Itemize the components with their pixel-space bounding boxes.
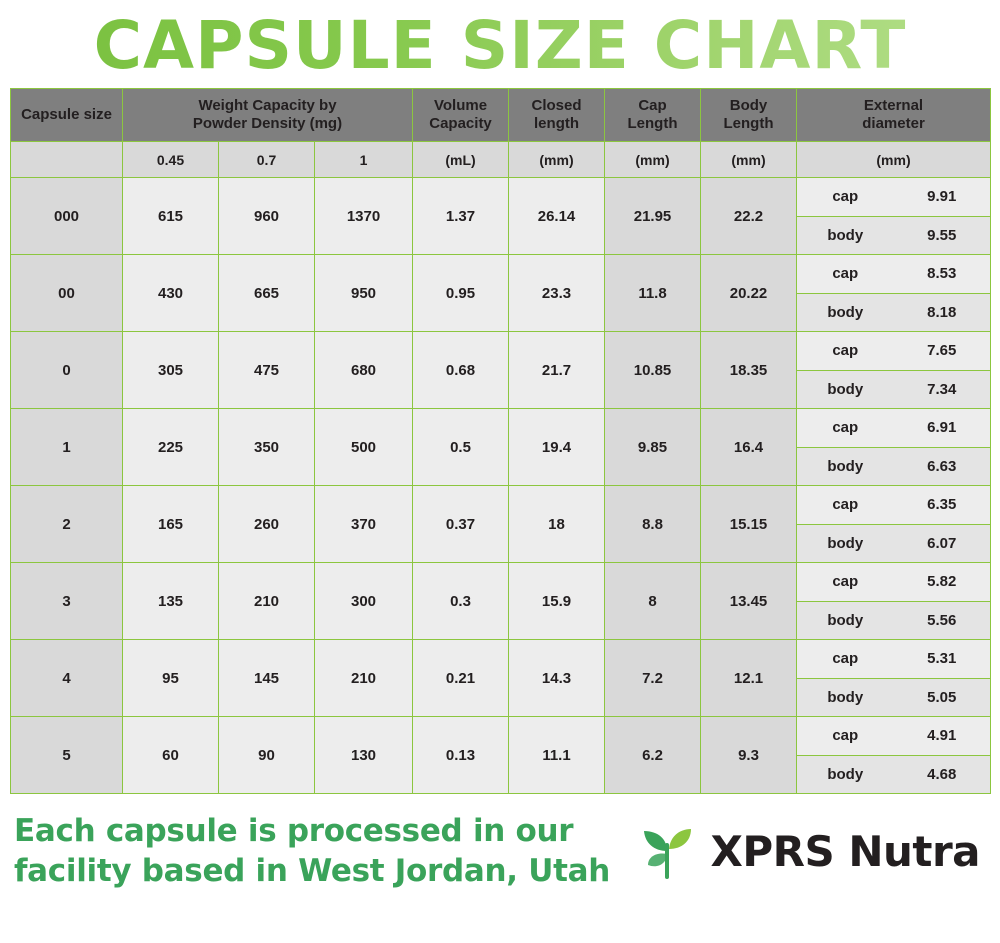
cell-capsule-size: 3	[11, 563, 123, 640]
cell-external-diameter	[797, 178, 991, 255]
ext-cap-row	[797, 178, 990, 216]
ext-cap-label: cap	[797, 409, 894, 447]
ext-body-row	[797, 293, 990, 331]
cell-body-length: 9.3	[701, 717, 797, 794]
subheader-cap-unit: (mm)	[605, 142, 701, 178]
table-header	[11, 89, 991, 142]
subheader-density-1: 1	[315, 142, 413, 178]
ext-cap-label: cap	[797, 486, 894, 524]
cell-closed-length: 18	[509, 486, 605, 563]
subheader-density-045: 0.45	[123, 142, 219, 178]
subheader-density-07: 0.7	[219, 142, 315, 178]
ext-cap-row	[797, 409, 990, 447]
cell-capsule-size: 4	[11, 640, 123, 717]
cell-weight-045: 305	[123, 332, 219, 409]
cell-cap-length: 8.8	[605, 486, 701, 563]
cell-weight-045: 615	[123, 178, 219, 255]
cell-weight-07: 210	[219, 563, 315, 640]
subheader-body-unit: (mm)	[701, 142, 797, 178]
ext-cap-value: 6.91	[894, 409, 991, 447]
ext-cap-label: cap	[797, 178, 894, 216]
cell-cap-length: 9.85	[605, 409, 701, 486]
external-diameter-subtable	[797, 563, 990, 639]
cell-volume: 1.37	[413, 178, 509, 255]
ext-body-label: body	[797, 447, 894, 485]
cell-weight-045: 225	[123, 409, 219, 486]
cell-weight-1: 680	[315, 332, 413, 409]
header-cap-line2: Length	[627, 115, 678, 132]
table-container	[0, 88, 1000, 794]
cell-weight-07: 475	[219, 332, 315, 409]
header-capsule-size: Capsule size	[11, 89, 123, 142]
cell-volume: 0.21	[413, 640, 509, 717]
cell-weight-07: 145	[219, 640, 315, 717]
cell-body-length: 16.4	[701, 409, 797, 486]
cell-body-length: 13.45	[701, 563, 797, 640]
cell-capsule-size: 0	[11, 332, 123, 409]
ext-body-label: body	[797, 293, 894, 331]
ext-cap-value: 5.82	[894, 563, 991, 601]
cell-closed-length: 14.3	[509, 640, 605, 717]
ext-body-label: body	[797, 216, 894, 254]
header-body-line2: Length	[723, 115, 774, 132]
table-subheader-row	[11, 142, 991, 178]
cell-weight-07: 960	[219, 178, 315, 255]
cell-volume: 0.5	[413, 409, 509, 486]
cell-external-diameter	[797, 640, 991, 717]
ext-body-row	[797, 601, 990, 639]
ext-cap-row	[797, 640, 990, 678]
ext-cap-label: cap	[797, 717, 894, 755]
header-body-line1: Body	[729, 97, 768, 114]
ext-body-value: 5.05	[894, 678, 991, 716]
cell-weight-045: 165	[123, 486, 219, 563]
subheader-size	[11, 142, 123, 178]
table-row	[11, 332, 991, 409]
external-diameter-subtable	[797, 332, 990, 408]
table-row	[11, 486, 991, 563]
leaf-logo-icon	[636, 821, 698, 883]
footer-tagline-line1: Each capsule is processed in our	[14, 813, 574, 849]
header-ext-line2: diameter	[862, 115, 925, 132]
ext-body-row	[797, 678, 990, 716]
cell-closed-length: 26.14	[509, 178, 605, 255]
subheader-closed-unit: (mm)	[509, 142, 605, 178]
cell-external-diameter	[797, 563, 991, 640]
header-volume-line2: Capacity	[429, 115, 492, 132]
ext-cap-label: cap	[797, 563, 894, 601]
cell-closed-length: 21.7	[509, 332, 605, 409]
header-closed-line1: Closed	[531, 97, 582, 114]
ext-cap-row	[797, 717, 990, 755]
page-title-container	[0, 0, 1000, 88]
ext-cap-label: cap	[797, 640, 894, 678]
table-row	[11, 563, 991, 640]
header-ext-line1: External	[863, 97, 924, 114]
cell-body-length: 12.1	[701, 640, 797, 717]
table-row	[11, 409, 991, 486]
ext-body-label: body	[797, 524, 894, 562]
ext-cap-value: 6.35	[894, 486, 991, 524]
cell-external-diameter	[797, 332, 991, 409]
cell-weight-1: 130	[315, 717, 413, 794]
ext-body-value: 4.68	[894, 755, 991, 793]
cell-weight-07: 90	[219, 717, 315, 794]
ext-body-row	[797, 447, 990, 485]
ext-cap-value: 4.91	[894, 717, 991, 755]
cell-external-diameter	[797, 255, 991, 332]
ext-body-label: body	[797, 678, 894, 716]
table-header-row	[11, 89, 991, 142]
ext-body-value: 8.18	[894, 293, 991, 331]
cell-external-diameter	[797, 409, 991, 486]
ext-cap-row	[797, 563, 990, 601]
ext-cap-value: 5.31	[894, 640, 991, 678]
external-diameter-subtable	[797, 486, 990, 562]
cell-external-diameter	[797, 486, 991, 563]
subheader-volume-unit: (mL)	[413, 142, 509, 178]
ext-body-label: body	[797, 755, 894, 793]
cell-weight-07: 350	[219, 409, 315, 486]
ext-body-label: body	[797, 370, 894, 408]
table-row	[11, 640, 991, 717]
cell-cap-length: 11.8	[605, 255, 701, 332]
header-closed-length	[509, 89, 605, 142]
external-diameter-subtable	[797, 409, 990, 485]
cell-weight-07: 260	[219, 486, 315, 563]
ext-body-row	[797, 370, 990, 408]
header-weight-line2: Powder Density (mg)	[192, 115, 343, 132]
cell-external-diameter	[797, 717, 991, 794]
header-volume-capacity	[413, 89, 509, 142]
table-row	[11, 178, 991, 255]
header-body-length	[701, 89, 797, 142]
ext-cap-label: cap	[797, 332, 894, 370]
cell-weight-045: 135	[123, 563, 219, 640]
cell-volume: 0.13	[413, 717, 509, 794]
external-diameter-subtable	[797, 255, 990, 331]
cell-volume: 0.37	[413, 486, 509, 563]
cell-weight-1: 210	[315, 640, 413, 717]
ext-body-value: 7.34	[894, 370, 991, 408]
ext-body-value: 6.07	[894, 524, 991, 562]
cell-weight-07: 665	[219, 255, 315, 332]
ext-body-value: 6.63	[894, 447, 991, 485]
table-row	[11, 255, 991, 332]
cell-weight-045: 95	[123, 640, 219, 717]
cell-volume: 0.3	[413, 563, 509, 640]
cell-closed-length: 23.3	[509, 255, 605, 332]
table-body	[11, 142, 991, 794]
cell-cap-length: 21.95	[605, 178, 701, 255]
cell-weight-045: 60	[123, 717, 219, 794]
cell-body-length: 15.15	[701, 486, 797, 563]
cell-weight-1: 370	[315, 486, 413, 563]
external-diameter-subtable	[797, 717, 990, 793]
ext-cap-label: cap	[797, 255, 894, 293]
cell-capsule-size: 5	[11, 717, 123, 794]
cell-capsule-size: 1	[11, 409, 123, 486]
cell-weight-1: 1370	[315, 178, 413, 255]
header-cap-length	[605, 89, 701, 142]
cell-body-length: 22.2	[701, 178, 797, 255]
ext-body-row	[797, 755, 990, 793]
capsule-size-table	[10, 88, 991, 794]
ext-cap-row	[797, 332, 990, 370]
cell-volume: 0.95	[413, 255, 509, 332]
footer-tagline	[14, 812, 610, 891]
header-closed-line2: length	[534, 115, 580, 132]
header-volume-line1: Volume	[433, 97, 488, 114]
header-cap-line1: Cap	[638, 97, 667, 114]
cell-weight-1: 500	[315, 409, 413, 486]
external-diameter-subtable	[797, 178, 990, 254]
brand-lockup	[636, 821, 986, 883]
ext-body-row	[797, 216, 990, 254]
ext-body-label: body	[797, 601, 894, 639]
cell-capsule-size: 2	[11, 486, 123, 563]
header-external-diameter	[797, 89, 991, 142]
cell-body-length: 18.35	[701, 332, 797, 409]
subheader-ext-unit: (mm)	[797, 142, 991, 178]
footer	[0, 794, 1000, 891]
cell-closed-length: 11.1	[509, 717, 605, 794]
cell-cap-length: 6.2	[605, 717, 701, 794]
footer-tagline-line2: facility based in West Jordan, Utah	[14, 852, 611, 889]
cell-weight-045: 430	[123, 255, 219, 332]
cell-body-length: 20.22	[701, 255, 797, 332]
cell-cap-length: 10.85	[605, 332, 701, 409]
ext-cap-value: 9.91	[894, 178, 991, 216]
cell-capsule-size: 00	[11, 255, 123, 332]
ext-cap-row	[797, 255, 990, 293]
ext-cap-value: 8.53	[894, 255, 991, 293]
header-weight-line1: Weight Capacity by	[198, 97, 337, 114]
external-diameter-subtable	[797, 640, 990, 716]
cell-capsule-size: 000	[11, 178, 123, 255]
ext-body-value: 5.56	[894, 601, 991, 639]
ext-body-value: 9.55	[894, 216, 991, 254]
header-weight-capacity	[123, 89, 413, 142]
cell-cap-length: 8	[605, 563, 701, 640]
cell-closed-length: 19.4	[509, 409, 605, 486]
table-row	[11, 717, 991, 794]
cell-weight-1: 950	[315, 255, 413, 332]
cell-volume: 0.68	[413, 332, 509, 409]
cell-weight-1: 300	[315, 563, 413, 640]
brand-name: XPRS Nutra	[710, 827, 980, 877]
ext-cap-value: 7.65	[894, 332, 991, 370]
ext-cap-row	[797, 486, 990, 524]
cell-cap-length: 7.2	[605, 640, 701, 717]
cell-closed-length: 15.9	[509, 563, 605, 640]
page-title: CAPSULE SIZE CHART	[93, 7, 907, 84]
ext-body-row	[797, 524, 990, 562]
